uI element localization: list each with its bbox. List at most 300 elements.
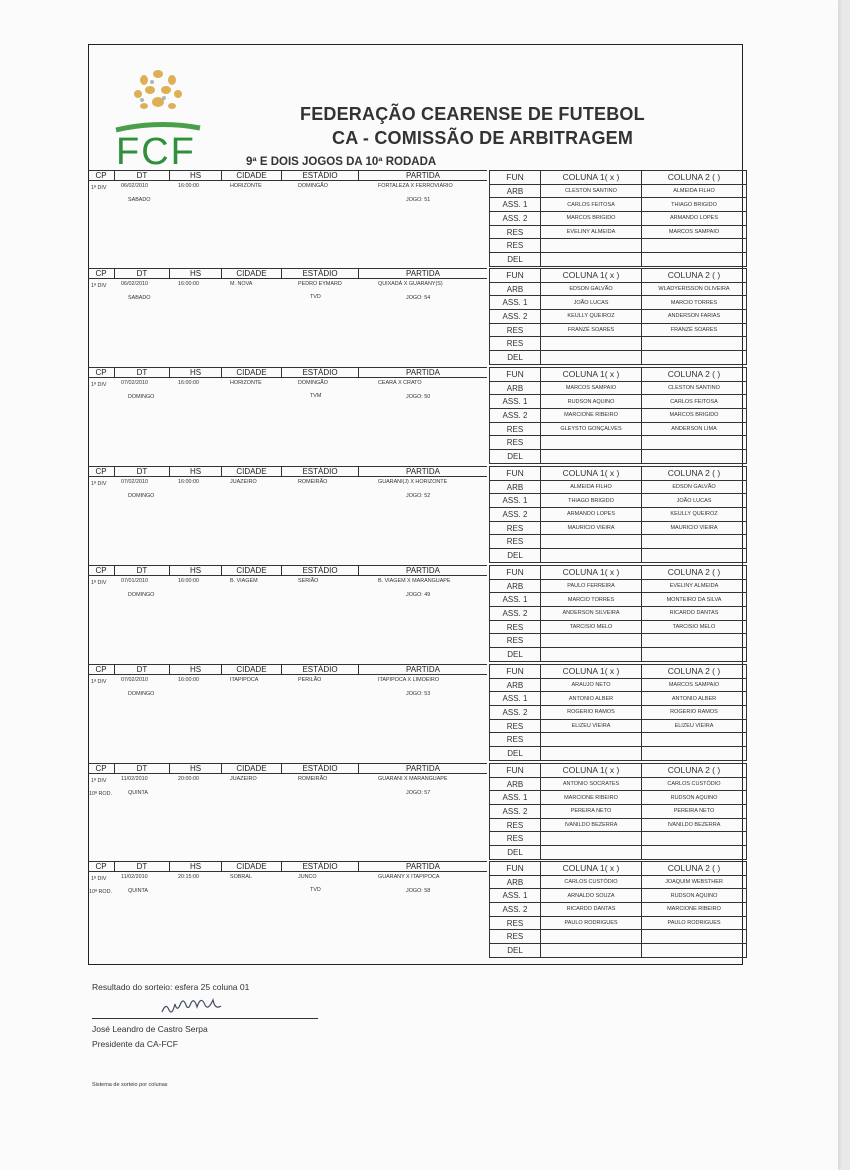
column1-referee <box>541 239 642 253</box>
match-block <box>88 565 743 663</box>
column-header-estadio: ESTÁDIO <box>282 862 359 871</box>
column2-referee: ANDERSON LIMA <box>642 422 747 436</box>
function-label: ASS. 2 <box>490 310 541 324</box>
table-row <box>490 889 747 903</box>
referee-header-col1: COLUNA 1( x ) <box>541 764 642 778</box>
column1-referee <box>541 634 642 648</box>
signer-role: Presidente da CA-FCF <box>92 1039 178 1049</box>
column-header-estadio: ESTÁDIO <box>282 368 359 377</box>
referee-header-fun: FUN <box>490 764 541 778</box>
column2-referee: KEULLY QUEIROZ <box>642 508 747 522</box>
column-header-cidade: CIDADE <box>222 467 282 476</box>
table-row <box>490 198 747 212</box>
function-label: RES <box>490 719 541 733</box>
function-label: RES <box>490 930 541 944</box>
column1-referee: ELIZEU VIEIRA <box>541 719 642 733</box>
column-header-cp: CP <box>88 269 115 278</box>
date: 11/02/2010 <box>121 874 148 880</box>
function-label: RES <box>490 535 541 549</box>
function-label: ARB <box>490 282 541 296</box>
column2-referee: ROGERIO RAMOS <box>642 706 747 720</box>
column-header-cp: CP <box>88 368 115 377</box>
column1-referee: MARCIONE RIBEIRO <box>541 791 642 805</box>
column1-referee: CLESTON SANTINO <box>541 184 642 198</box>
table-row <box>490 678 747 692</box>
column2-referee <box>642 832 747 846</box>
referee-table <box>489 565 747 662</box>
referee-table-header <box>490 764 747 778</box>
column1-referee <box>541 337 642 351</box>
table-row <box>490 351 747 365</box>
table-row <box>490 805 747 819</box>
function-label: ASS. 1 <box>490 494 541 508</box>
referee-header-col1: COLUNA 1( x ) <box>541 368 642 382</box>
broadcast: TVM <box>310 393 322 399</box>
table-row <box>490 225 747 239</box>
round-label: 10ª ROD. <box>89 889 112 895</box>
column1-referee: PAULO FERREIRA <box>541 579 642 593</box>
table-row <box>490 747 747 761</box>
column-header-partida: PARTIDA <box>406 862 440 871</box>
table-row <box>490 422 747 436</box>
time: 16:00:00 <box>178 183 199 189</box>
function-label: RES <box>490 225 541 239</box>
column2-referee: IVANILDO BEZERRA <box>642 818 747 832</box>
category: 1ª DIV <box>91 481 107 487</box>
table-row <box>490 620 747 634</box>
referee-header-fun: FUN <box>490 269 541 283</box>
match-teams: GUARANY X ITAPIPOCA <box>378 874 440 880</box>
column2-referee <box>642 733 747 747</box>
city: HORIZONTE <box>230 380 262 386</box>
city: SOBRAL <box>230 874 252 880</box>
column-header-estadio: ESTÁDIO <box>282 467 359 476</box>
column1-referee <box>541 747 642 761</box>
column2-referee: EVELINY ALMEIDA <box>642 579 747 593</box>
column2-referee: MARCIO TORRES <box>642 296 747 310</box>
broadcast: TVD <box>310 294 321 300</box>
table-row <box>490 253 747 267</box>
stadium: PERILÃO <box>298 677 322 683</box>
weekday: DOMINGO <box>128 592 155 598</box>
column-header-cidade: CIDADE <box>222 368 282 377</box>
function-label: RES <box>490 239 541 253</box>
table-row <box>490 607 747 621</box>
column1-referee: RUDSON AQUINO <box>541 395 642 409</box>
column2-referee: ARMANDO LOPES <box>642 212 747 226</box>
column-header-cp: CP <box>88 566 115 575</box>
function-label: ASS. 1 <box>490 198 541 212</box>
column-header-dt: DT <box>115 368 170 377</box>
column2-referee: RUDSON AQUINO <box>642 791 747 805</box>
column1-referee: EVELINY ALMEIDA <box>541 225 642 239</box>
referee-header-col2: COLUNA 2 ( ) <box>642 269 747 283</box>
table-row <box>490 916 747 930</box>
draw-result: Resultado do sorteio: esfera 25 coluna 01 <box>92 982 250 992</box>
weekday: DOMINGO <box>128 493 155 499</box>
column-header-cp: CP <box>88 665 115 674</box>
city: JUAZEIRO <box>230 776 257 782</box>
signer-name: José Leandro de Castro Serpa <box>92 1024 208 1034</box>
column-header-dt: DT <box>115 665 170 674</box>
column2-referee: THIAGO BRIGIDO <box>642 198 747 212</box>
column2-referee <box>642 535 747 549</box>
column-header-partida: PARTIDA <box>406 665 440 674</box>
column1-referee: CARLOS FEITOSA <box>541 198 642 212</box>
table-row <box>490 381 747 395</box>
referee-header-col2: COLUNA 2 ( ) <box>642 467 747 481</box>
match-header-row <box>88 466 487 477</box>
column-header-cidade: CIDADE <box>222 764 282 773</box>
match-teams: QUIXADÁ X GUARANY(S) <box>378 281 443 287</box>
function-label: ARB <box>490 381 541 395</box>
column2-referee <box>642 450 747 464</box>
function-label: RES <box>490 436 541 450</box>
table-row <box>490 212 747 226</box>
referee-table-header <box>490 269 747 283</box>
match-block <box>88 268 743 366</box>
referee-table-header <box>490 566 747 580</box>
column2-referee: MARCIONE RIBEIRO <box>642 903 747 917</box>
function-label: DEL <box>490 549 541 563</box>
column2-referee: PEREIRA NETO <box>642 805 747 819</box>
match-header-row <box>88 763 487 774</box>
column1-referee <box>541 930 642 944</box>
table-row <box>490 409 747 423</box>
column-header-cp: CP <box>88 764 115 773</box>
column1-referee: MAURICIO VIEIRA <box>541 521 642 535</box>
column1-referee <box>541 846 642 860</box>
column1-referee: ARMANDO LOPES <box>541 508 642 522</box>
column-header-partida: PARTIDA <box>406 368 440 377</box>
column1-referee: CARLOS CUSTÓDIO <box>541 875 642 889</box>
city: HORIZONTE <box>230 183 262 189</box>
city: ITAPIPOCA <box>230 677 259 683</box>
column-header-hs: HS <box>170 566 222 575</box>
column1-referee: ANTONIO SOCRATES <box>541 777 642 791</box>
column-header-hs: HS <box>170 171 222 180</box>
weekday: SABADO <box>128 197 151 203</box>
function-label: RES <box>490 832 541 846</box>
column1-referee <box>541 535 642 549</box>
function-label: ASS. 1 <box>490 889 541 903</box>
function-label: ARB <box>490 480 541 494</box>
referee-header-col2: COLUNA 2 ( ) <box>642 862 747 876</box>
table-row <box>490 634 747 648</box>
column1-referee: ARAUJO NETO <box>541 678 642 692</box>
function-label: ASS. 1 <box>490 593 541 607</box>
column-header-hs: HS <box>170 467 222 476</box>
table-row <box>490 535 747 549</box>
time: 16:00:00 <box>178 578 199 584</box>
referee-header-fun: FUN <box>490 467 541 481</box>
column1-referee: MARCOS BRIGIDO <box>541 212 642 226</box>
column1-referee: FRANZÉ SOARES <box>541 323 642 337</box>
column-header-cidade: CIDADE <box>222 862 282 871</box>
column1-referee <box>541 944 642 958</box>
function-label: RES <box>490 323 541 337</box>
column-header-dt: DT <box>115 171 170 180</box>
stadium: ROMEIRÃO <box>298 776 328 782</box>
round-label: 10ª ROD. <box>89 791 112 797</box>
referee-table-header <box>490 665 747 679</box>
column1-referee: MARCIO TORRES <box>541 593 642 607</box>
column2-referee: ANTONIO ALBER <box>642 692 747 706</box>
table-row <box>490 296 747 310</box>
function-label: ASS. 1 <box>490 791 541 805</box>
column-header-dt: DT <box>115 269 170 278</box>
table-row <box>490 903 747 917</box>
referee-header-fun: FUN <box>490 171 541 185</box>
column1-referee: PEREIRA NETO <box>541 805 642 819</box>
column-header-cp: CP <box>88 171 115 180</box>
match-header-row <box>88 170 487 181</box>
column1-referee <box>541 832 642 846</box>
referee-table-header <box>490 467 747 481</box>
fcf-logo <box>112 62 204 172</box>
column2-referee <box>642 337 747 351</box>
function-label: RES <box>490 620 541 634</box>
column1-referee: ROGERIO RAMOS <box>541 706 642 720</box>
category: 1ª DIV <box>91 778 107 784</box>
table-row <box>490 395 747 409</box>
column2-referee: EDSON GALVÃO <box>642 480 747 494</box>
time: 16:00:00 <box>178 677 199 683</box>
category: 1ª DIV <box>91 580 107 586</box>
column-header-dt: DT <box>115 862 170 871</box>
column2-referee <box>642 351 747 365</box>
function-label: RES <box>490 818 541 832</box>
table-row <box>490 323 747 337</box>
column-header-hs: HS <box>170 764 222 773</box>
time: 20:00:00 <box>178 776 199 782</box>
referee-header-col1: COLUNA 1( x ) <box>541 269 642 283</box>
referee-header-fun: FUN <box>490 368 541 382</box>
date: 07/02/2010 <box>121 380 148 386</box>
referee-table-header <box>490 171 747 185</box>
function-label: ASS. 1 <box>490 692 541 706</box>
table-row <box>490 719 747 733</box>
category: 1ª DIV <box>91 679 107 685</box>
column1-referee: EDSON GALVÃO <box>541 282 642 296</box>
table-row <box>490 846 747 860</box>
column1-referee: KEULLY QUEIROZ <box>541 310 642 324</box>
game-number: JOGO: 52 <box>406 493 431 499</box>
column1-referee: JOÃO LUCAS <box>541 296 642 310</box>
column2-referee: CLESTON SANTINO <box>642 381 747 395</box>
date: 07/02/2010 <box>121 479 148 485</box>
game-number: JOGO: 50 <box>406 394 431 400</box>
column2-referee: PAULO RODRIGUES <box>642 916 747 930</box>
draw-method-note: Sistema de sorteio por colunas <box>92 1082 168 1088</box>
column2-referee: MARCOS SAMPAIO <box>642 678 747 692</box>
referee-header-col1: COLUNA 1( x ) <box>541 171 642 185</box>
signature-line <box>92 1018 318 1019</box>
table-row <box>490 930 747 944</box>
column2-referee: RICARDO DANTAS <box>642 607 747 621</box>
category: 1ª DIV <box>91 382 107 388</box>
match-header-row <box>88 367 487 378</box>
column2-referee: MARCOS SAMPAIO <box>642 225 747 239</box>
function-label: DEL <box>490 747 541 761</box>
referee-header-col1: COLUNA 1( x ) <box>541 566 642 580</box>
table-row <box>490 777 747 791</box>
function-label: ASS. 2 <box>490 903 541 917</box>
table-row <box>490 508 747 522</box>
column2-referee: JOAQUIM WEBSTHER <box>642 875 747 889</box>
column2-referee <box>642 634 747 648</box>
referee-header-col2: COLUNA 2 ( ) <box>642 566 747 580</box>
table-row <box>490 648 747 662</box>
column2-referee: ELIZEU VIEIRA <box>642 719 747 733</box>
function-label: ASS. 2 <box>490 508 541 522</box>
column1-referee <box>541 733 642 747</box>
city: M. NOVA <box>230 281 253 287</box>
referee-header-col2: COLUNA 2 ( ) <box>642 764 747 778</box>
stadium: ROMEIRÃO <box>298 479 328 485</box>
match-teams: FORTALEZA X FERROVIÁRIO <box>378 183 453 189</box>
function-label: ASS. 1 <box>490 296 541 310</box>
column-header-partida: PARTIDA <box>406 764 440 773</box>
function-label: ARB <box>490 777 541 791</box>
column2-referee: MARCOS BRIGIDO <box>642 409 747 423</box>
column-header-hs: HS <box>170 269 222 278</box>
time: 20:15:00 <box>178 874 199 880</box>
column2-referee <box>642 253 747 267</box>
column1-referee: THIAGO BRIGIDO <box>541 494 642 508</box>
column2-referee: ANDERSON FARIAS <box>642 310 747 324</box>
column2-referee <box>642 549 747 563</box>
table-row <box>490 832 747 846</box>
time: 16:00:00 <box>178 281 199 287</box>
column-header-estadio: ESTÁDIO <box>282 171 359 180</box>
game-number: JOGO: 58 <box>406 888 431 894</box>
column1-referee: RICARDO DANTAS <box>541 903 642 917</box>
column1-referee <box>541 436 642 450</box>
function-label: ASS. 2 <box>490 607 541 621</box>
city: JUAZEIRO <box>230 479 257 485</box>
weekday: SABADO <box>128 295 151 301</box>
column1-referee: TARCISIO MELO <box>541 620 642 634</box>
column-header-dt: DT <box>115 566 170 575</box>
match-block <box>88 664 743 762</box>
referee-table <box>489 763 747 860</box>
function-label: RES <box>490 916 541 930</box>
game-number: JOGO: 51 <box>406 197 431 203</box>
column2-referee: MONTEIRO DA SILVA <box>642 593 747 607</box>
column2-referee <box>642 846 747 860</box>
function-label: RES <box>490 733 541 747</box>
column1-referee: MARCIONE RIBEIRO <box>541 409 642 423</box>
function-label: DEL <box>490 450 541 464</box>
column2-referee: MAURICIO VIEIRA <box>642 521 747 535</box>
column1-referee: MARCOS SAMPAIO <box>541 381 642 395</box>
weekday: DOMINGO <box>128 394 155 400</box>
match-teams: GUARANI X MARANGUAPE <box>378 776 448 782</box>
category: 1ª DIV <box>91 876 107 882</box>
referee-table-header <box>490 862 747 876</box>
table-row <box>490 875 747 889</box>
column-header-hs: HS <box>170 665 222 674</box>
game-number: JOGO: 53 <box>406 691 431 697</box>
stadium: SERIÃO <box>298 578 319 584</box>
weekday: QUINTA <box>128 790 148 796</box>
stadium: JUNCO <box>298 874 317 880</box>
match-header-row <box>88 565 487 576</box>
column-header-estadio: ESTÁDIO <box>282 269 359 278</box>
table-row <box>490 579 747 593</box>
referee-table <box>489 268 747 365</box>
weekday: DOMINGO <box>128 691 155 697</box>
function-label: ASS. 2 <box>490 212 541 226</box>
column-header-hs: HS <box>170 862 222 871</box>
column2-referee <box>642 436 747 450</box>
column1-referee: ANDERSON SILVEIRA <box>541 607 642 621</box>
referee-header-col2: COLUNA 2 ( ) <box>642 368 747 382</box>
column-header-dt: DT <box>115 467 170 476</box>
function-label: ARB <box>490 678 541 692</box>
match-block <box>88 763 743 861</box>
match-block <box>88 367 743 465</box>
column-header-dt: DT <box>115 764 170 773</box>
broadcast: TVD <box>310 887 321 893</box>
table-row <box>490 692 747 706</box>
match-block <box>88 466 743 564</box>
column1-referee <box>541 351 642 365</box>
referee-table-header <box>490 368 747 382</box>
table-row <box>490 282 747 296</box>
column1-referee <box>541 253 642 267</box>
table-row <box>490 310 747 324</box>
referee-header-fun: FUN <box>490 566 541 580</box>
game-number: JOGO: 57 <box>406 790 431 796</box>
function-label: RES <box>490 422 541 436</box>
date: 11/02/2010 <box>121 776 148 782</box>
stadium: PEDRO EYMARD <box>298 281 342 287</box>
function-label: DEL <box>490 351 541 365</box>
referee-header-col1: COLUNA 1( x ) <box>541 862 642 876</box>
signature-image <box>160 996 224 1018</box>
round-title: 9ª E DOIS JOGOS DA 10ª RODADA <box>246 156 437 168</box>
date: 06/02/2010 <box>121 183 148 189</box>
column2-referee: CARLOS CUSTÓDIO <box>642 777 747 791</box>
match-header-row <box>88 268 487 279</box>
column1-referee <box>541 450 642 464</box>
date: 06/02/2010 <box>121 281 148 287</box>
table-row <box>490 549 747 563</box>
svg-text:FCF: FCF <box>116 131 196 172</box>
function-label: ARB <box>490 579 541 593</box>
column1-referee <box>541 549 642 563</box>
table-row <box>490 521 747 535</box>
referee-header-col1: COLUNA 1( x ) <box>541 665 642 679</box>
column1-referee <box>541 648 642 662</box>
column-header-hs: HS <box>170 368 222 377</box>
table-row <box>490 239 747 253</box>
game-number: JOGO: 54 <box>406 295 431 301</box>
function-label: ASS. 2 <box>490 409 541 423</box>
table-row <box>490 337 747 351</box>
table-row <box>490 733 747 747</box>
referee-table <box>489 664 747 761</box>
category: 1ª DIV <box>91 185 107 191</box>
column1-referee: ARNALDO SOUZA <box>541 889 642 903</box>
column2-referee: WLADYERISSON OLIVEIRA <box>642 282 747 296</box>
function-label: RES <box>490 634 541 648</box>
time: 16:00:00 <box>178 479 199 485</box>
column2-referee: TARCISIO MELO <box>642 620 747 634</box>
match-header-row <box>88 664 487 675</box>
